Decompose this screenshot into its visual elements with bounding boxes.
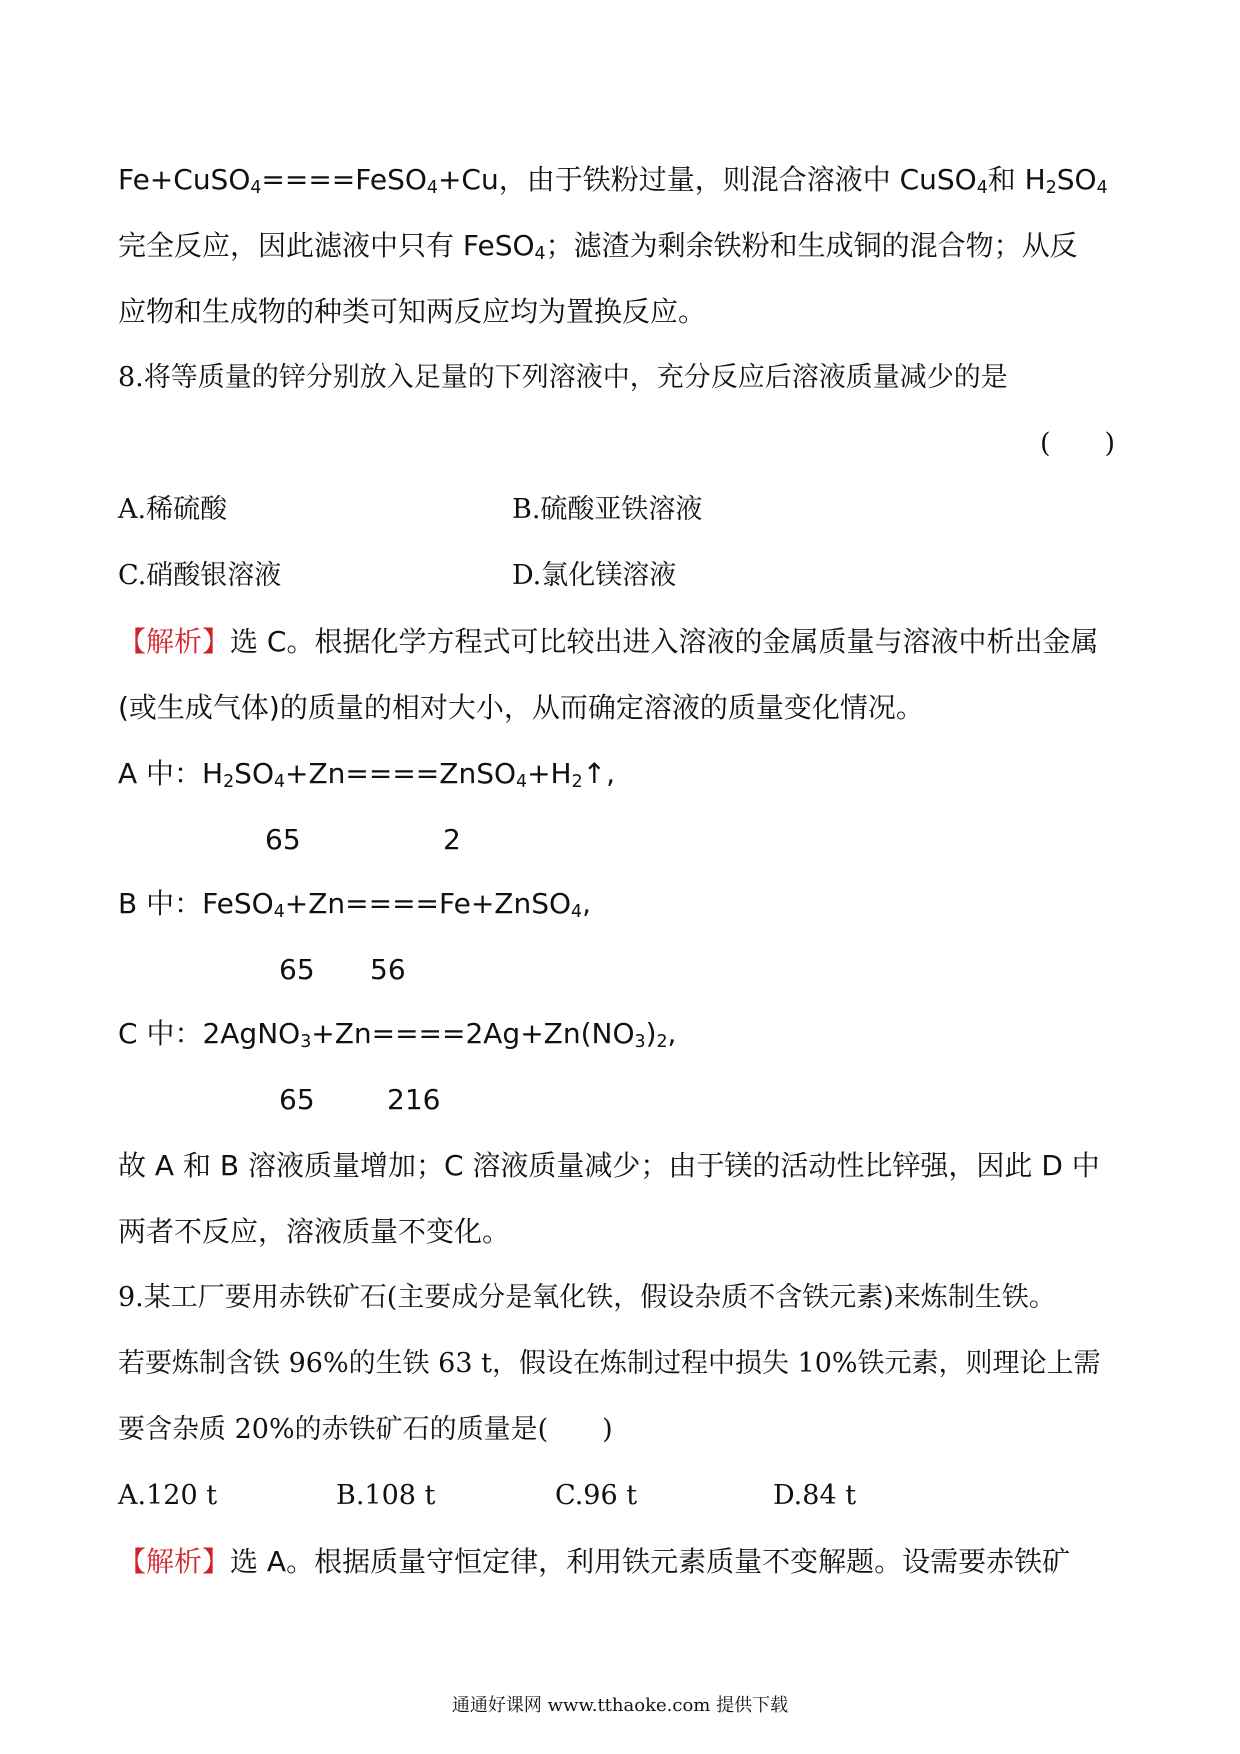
- q9-option-b: B.108 t: [336, 1480, 436, 1511]
- equation-b: B 中：FeSO$_4$+Zn====Fe+ZnSO$_4$,: [118, 887, 591, 922]
- q9-option-c: C.96 t: [555, 1480, 638, 1511]
- q8-option-c: C.硝酸银溶液: [118, 560, 282, 591]
- equation-a-mass-zn: 65: [265, 823, 301, 856]
- page-footer: 通通好课网 www.tthaoke.com 提供下载: [451, 1695, 789, 1716]
- analysis-tag: 【解析】: [118, 625, 231, 658]
- equation-c: C 中：$2AgNO_3+Zn====2Ag+Zn(NO_3)_2$,: [118, 1017, 677, 1052]
- q8-conclusion-line-1: 故 A 和 B 溶液质量增加；C 溶液质量减少；由于镁的活动性比锌强，因此 D 中: [118, 1149, 1100, 1182]
- q9-option-d: D.84 t: [773, 1480, 857, 1511]
- q8-stem: 8.将等质量的锌分别放入足量的下列溶液中，充分反应后溶液质量减少的是: [118, 362, 1008, 393]
- q8-conclusion-line-2: 两者不反应，溶液质量不变化。: [118, 1215, 511, 1248]
- equation-b-mass-fe: 56: [370, 953, 406, 986]
- q9-stem-line-3: 要含杂质 20%的赤铁矿石的质量是( ): [118, 1414, 613, 1445]
- q8-option-a: A.稀硫酸: [118, 494, 228, 525]
- q7-explanation-line-2: 完全反应，因此滤液中只有 FeSO$_4$；滤渣为剩余铁粉和生成铜的混合物；从反: [118, 229, 1078, 264]
- q9-stem-line-2: 若要炼制含铁 96%的生铁 63 t，假设在炼制过程中损失 10%铁元素，则理论上需: [118, 1348, 1101, 1379]
- equation-c-mass-ag: 216: [387, 1083, 441, 1116]
- equation-c-mass-zn: 65: [279, 1083, 315, 1116]
- equation-a-mass-h2: 2: [443, 823, 461, 856]
- q9-option-a: A.120 t: [118, 1480, 218, 1511]
- q8-analysis-line-1: 【解析】选 C。根据化学方程式可比较出进入溶液的金属质量与溶液中析出金属: [118, 625, 1099, 658]
- q8-option-b: B.硫酸亚铁溶液: [512, 494, 703, 525]
- q8-option-d: D.氯化镁溶液: [512, 560, 677, 591]
- q9-analysis-line-1: 【解析】选 A。根据质量守恒定律，利用铁元素质量不变解题。设需要赤铁矿: [118, 1545, 1071, 1578]
- analysis-tag: 【解析】: [118, 1545, 231, 1578]
- q8-answer-blank: ( ): [1040, 428, 1116, 459]
- q9-stem-line-1: 9.某工厂要用赤铁矿石(主要成分是氧化铁，假设杂质不含铁元素)来炼制生铁。: [118, 1282, 1056, 1313]
- q7-explanation-line-1: Fe+CuSO$_4$====FeSO$_4$+Cu，由于铁粉过量，则混合溶液中 CuSO$_4$和 $H_2SO_4$: [118, 163, 1108, 198]
- equation-a: A 中：$H_2SO_4+Zn====ZnSO_4+H_2↑$,: [118, 757, 615, 792]
- q7-explanation-line-3: 应物和生成物的种类可知两反应均为置换反应。: [118, 295, 707, 328]
- q8-analysis-line-2: (或生成气体)的质量的相对大小，从而确定溶液的质量变化情况。: [118, 691, 924, 724]
- equation-b-mass-zn: 65: [279, 953, 315, 986]
